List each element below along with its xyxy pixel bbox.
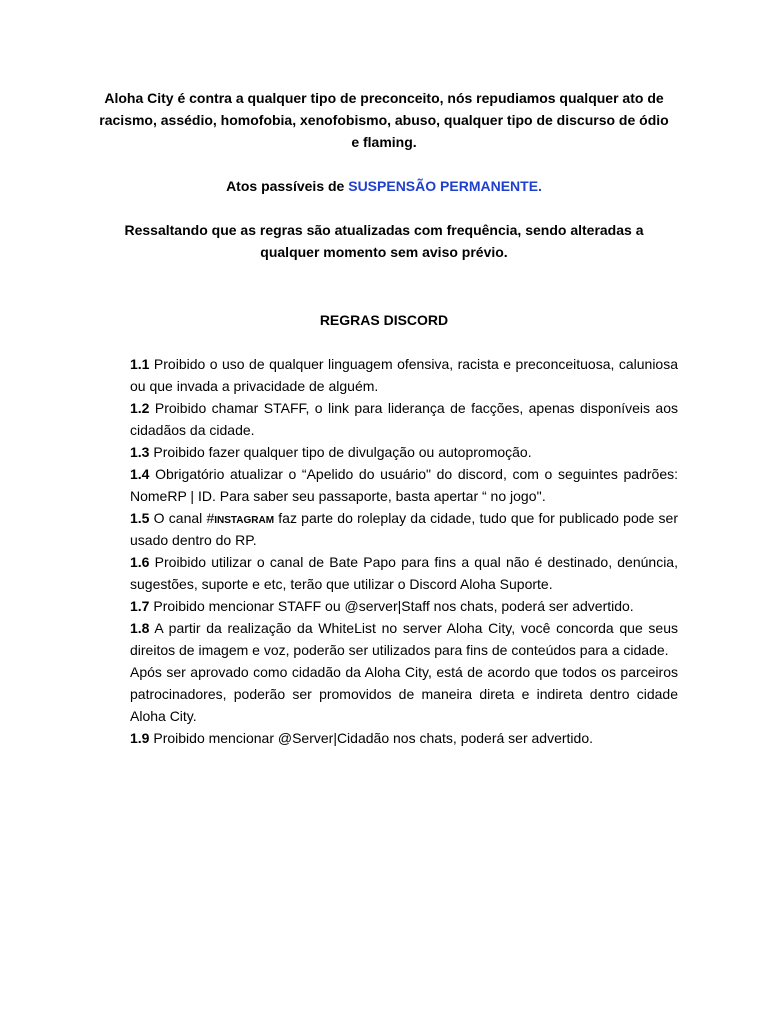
rule-item [130,595,678,617]
rule-item [130,463,678,507]
rule-text: Proibido o uso de qualquer linguagem ofensiva, racista e preconceituosa, caluniosa ou que invada a privacidade de alguém. [130,356,678,394]
rule-number: 1.2 [130,400,150,416]
rule-item [130,441,678,463]
rule-text-after: faz parte do roleplay da cidade, tudo que for publicado pode ser usado dentro do RP. [130,510,678,548]
rule-text: Proibido mencionar STAFF ou @server|Staff nos chats, poderá ser advertido. [149,598,634,614]
rule-item [130,551,678,595]
rule-number: 1.7 [130,598,150,614]
rule-text-before: O canal # [149,510,215,526]
rule-number: 1.9 [130,730,150,746]
rule-text: Proibido fazer qualquer tipo de divulgação ou autopromoção. [149,444,532,460]
rule-text: Proibido chamar STAFF, o link para liderança de facções, apenas disponíveis aos cidadãos da cidade. [130,400,678,438]
rule-item [130,397,678,441]
rule-item [130,507,678,551]
rules-list [130,353,678,749]
rule-text: Proibido utilizar o canal de Bate Papo para fins a qual não é destinado, denúncia, sugestões, suporte e etc, terão que utilizar o Discord Aloha Suporte. [130,554,678,592]
rule-item [130,617,678,661]
rule-continuation [130,661,678,727]
continuation-text: Após ser aprovado como cidadão da Aloha City, está de acordo que todos os parceiros patrocinadores, poderão ser promovidos de maneira direta e indireta dentro cidade Aloha City. [130,664,678,724]
update-notice [96,219,672,263]
penalty-prefix: Atos passíveis de [226,178,349,194]
rule-text: Proibido mencionar @Server|Cidadão nos chats, poderá ser advertido. [149,730,593,746]
rule-item [130,353,678,397]
penalty-line [96,175,672,197]
intro-statement-text: Aloha City é contra a qualquer tipo de preconceito, nós repudiamos qualquer ato de racismo, assédio, homofobia, xenofobismo, abuso, qualquer tipo de discurso de ódio e flaming. [99,90,669,150]
rule-number: 1.1 [130,356,150,372]
rule-text: A partir da realização da WhiteList no server Aloha City, você concorda que seus direitos de imagem e voz, poderão ser utilizados para fins de conteúdos para a cidade. [130,620,678,658]
channel-name: instagram [214,510,275,526]
rule-number: 1.6 [130,554,150,570]
intro-statement [96,87,672,153]
rule-number: 1.3 [130,444,150,460]
section-title: REGRAS DISCORD [319,312,449,328]
rule-item [130,727,678,749]
rule-number: 1.8 [130,620,150,636]
rule-number: 1.5 [130,510,150,526]
update-notice-text: Ressaltando que as regras são atualizadas com frequência, sendo alteradas a qualquer momento sem aviso prévio. [124,222,644,260]
penalty-highlight: SUSPENSÃO PERMANENTE. [348,178,542,194]
rule-text: Obrigatório atualizar o “Apelido do usuário" do discord, com o seguintes padrões: NomeRP | ID. Para saber seu passaporte, basta apertar “ no jogo''. [130,466,678,504]
rule-number: 1.4 [130,466,150,482]
